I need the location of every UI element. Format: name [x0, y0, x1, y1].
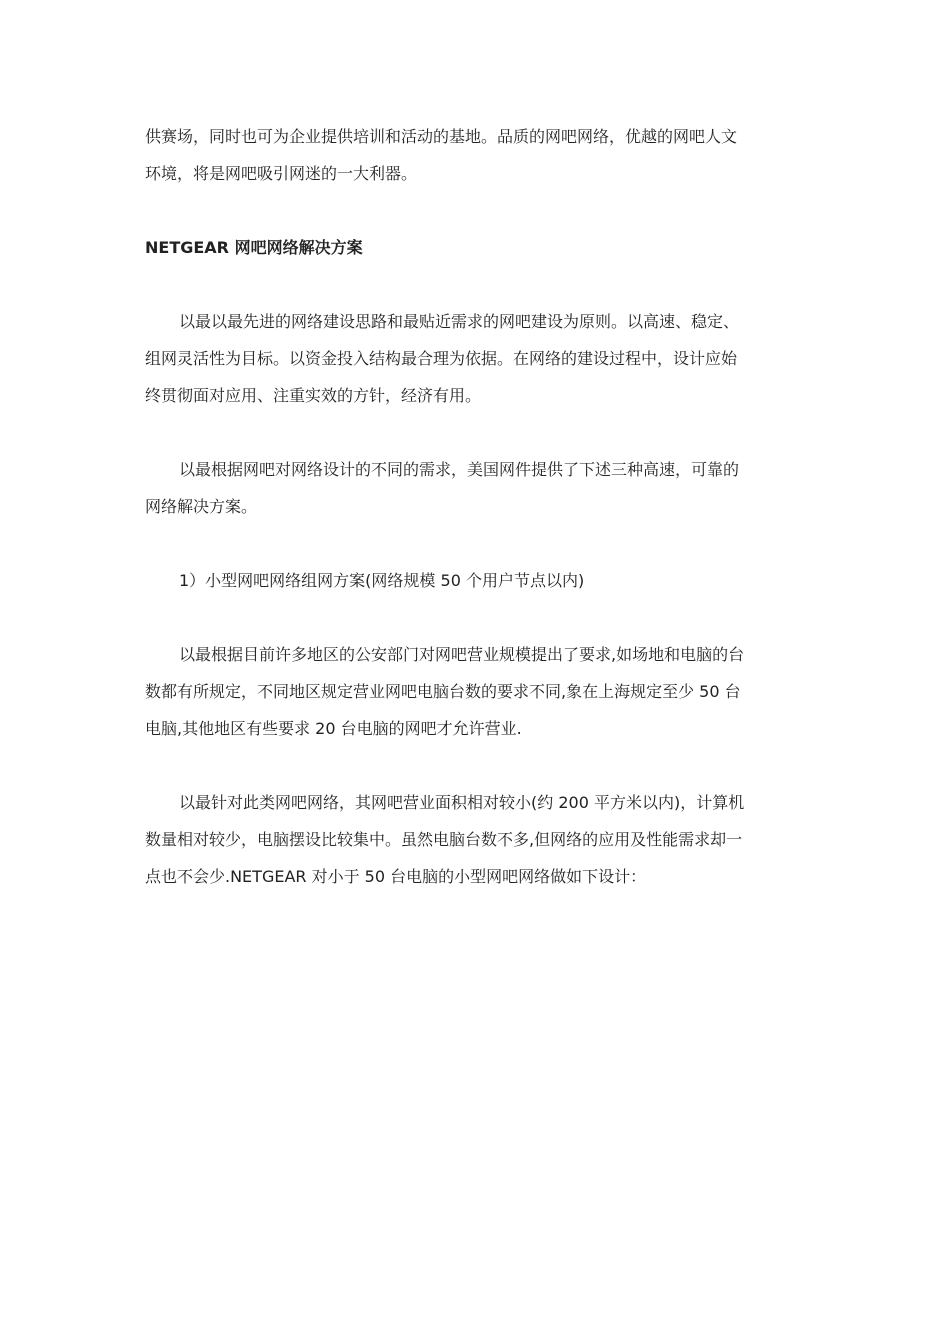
- paragraph-design-line-1: 以最针对此类网吧网络，其网吧营业面积相对较小(约 200 平方米以内)，计算机: [179, 793, 745, 812]
- paragraph-regulations-line-3: 电脑,其他地区有些要求 20 台电脑的网吧才允许营业.: [145, 719, 522, 738]
- paragraph-solutions-line-1: 以最根据网吧对网络设计的不同的需求，美国网件提供了下述三种高速，可靠的: [179, 460, 740, 479]
- paragraph-regulations-line-2: 数都有所规定，不同地区规定营业网吧电脑台数的要求不同,象在上海规定至少 50 台: [145, 682, 741, 701]
- paragraph-regulations: [145, 636, 805, 747]
- paragraph-principles: [145, 303, 805, 414]
- paragraph-solutions-line-2: 网络解决方案。: [145, 497, 258, 516]
- section-title: NETGEAR 网吧网络解决方案: [145, 238, 363, 257]
- paragraph-principles-line-2: 组网灵活性为目标。以资金投入结构最合理为依据。在网络的建设过程中，设计应始: [145, 349, 738, 368]
- document-page: [145, 118, 805, 895]
- paragraph-solutions: [145, 451, 805, 525]
- paragraph-principles-line-3: 终贯彻面对应用、注重实效的方针，经济有用。: [145, 386, 482, 405]
- paragraph-regulations-line-1: 以最根据目前许多地区的公安部门对网吧营业规模提出了要求,如场地和电脑的台: [179, 645, 745, 664]
- paragraph-principles-line-1: 以最以最先进的网络建设思路和最贴近需求的网吧建设为原则。以高速、稳定、: [179, 312, 740, 331]
- paragraph-design: [145, 784, 805, 895]
- paragraph-design-line-3: 点也不会少.NETGEAR 对小于 50 台电脑的小型网吧网络做如下设计：: [145, 867, 647, 886]
- subheading-small-netcafe: 1）小型网吧网络组网方案(网络规模 50 个用户节点以内): [179, 571, 585, 590]
- intro-line-1: 供赛场，同时也可为企业提供培训和活动的基地。品质的网吧网络，优越的网吧人文: [145, 127, 738, 146]
- intro-paragraph: [145, 118, 805, 192]
- intro-line-2: 环境，将是网吧吸引网迷的一大利器。: [145, 164, 418, 183]
- paragraph-design-line-2: 数量相对较少，电脑摆设比较集中。虽然电脑台数不多,但网络的应用及性能需求却一: [145, 830, 743, 849]
